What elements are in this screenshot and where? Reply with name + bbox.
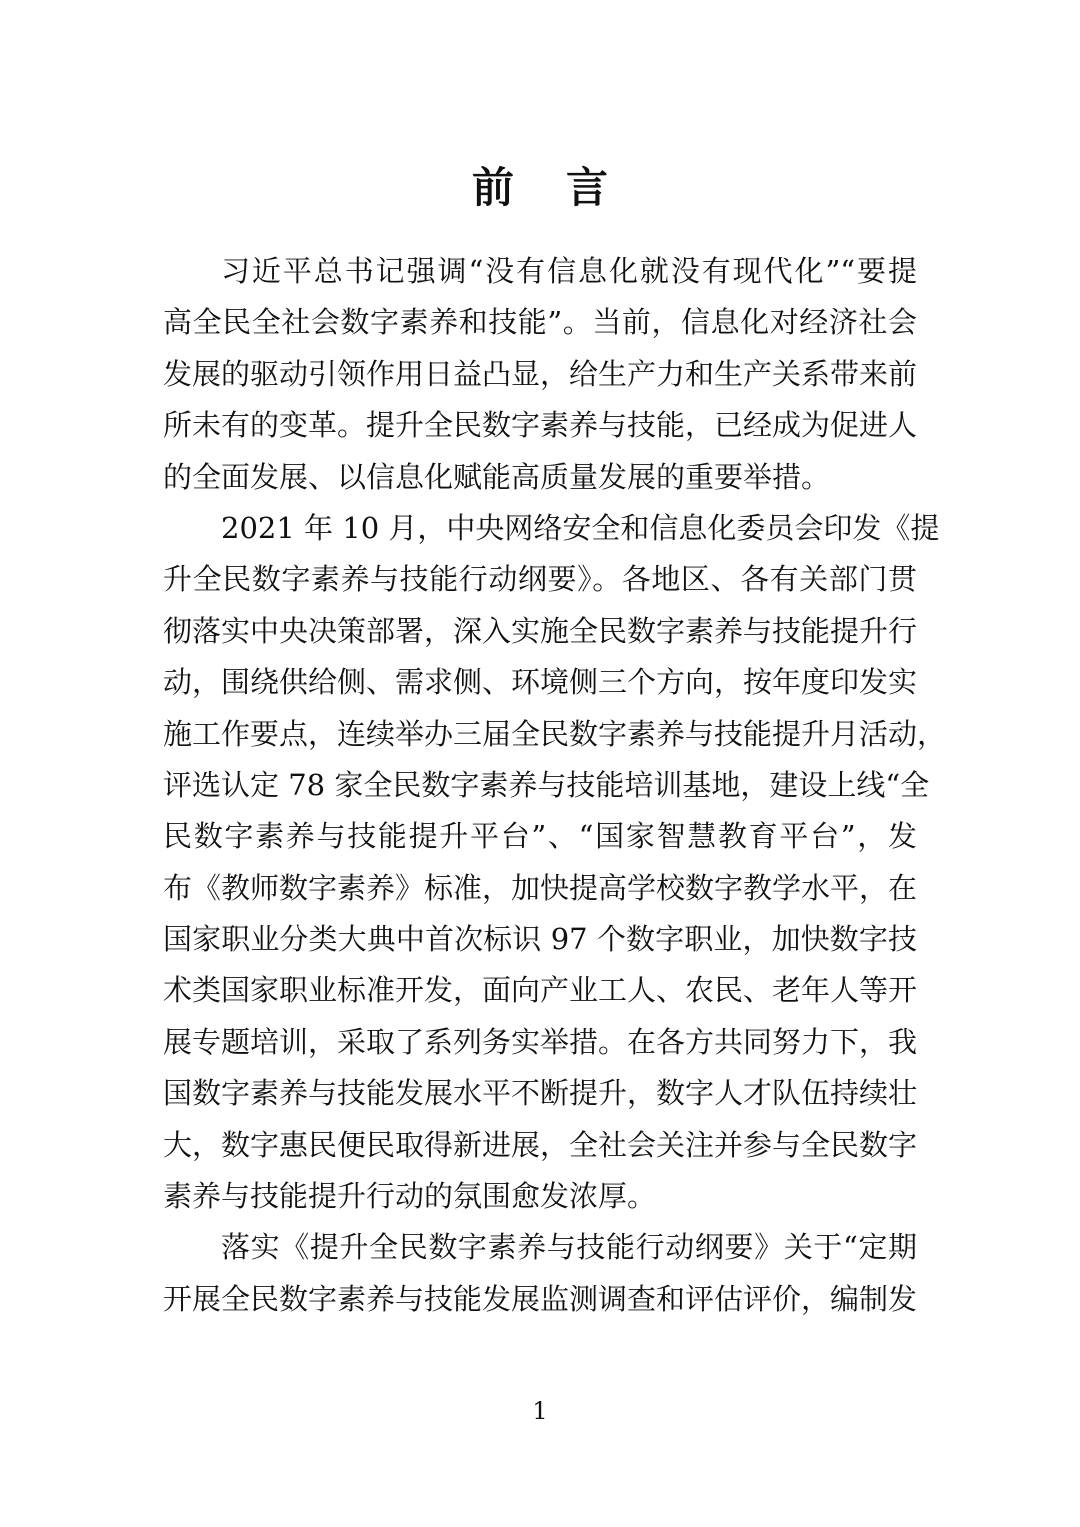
page-number: 1 <box>532 1397 548 1425</box>
page-title <box>0 160 1080 216</box>
text-line: 展专题培训，采取了系列务实举措。在各方共同努力下，我 <box>163 1024 918 1059</box>
text-line: 的全面发展、以信息化赋能高质量发展的重要举措。 <box>163 459 831 494</box>
text-line: 国家职业分类大典中首次标识 97 个数字职业，加快数字技 <box>163 922 917 957</box>
title-char-1: 前 <box>471 163 514 213</box>
text-line: 布《教师数字素养》标准，加快提高学校数字教学水平，在 <box>163 870 918 905</box>
text-line: 升全民数字素养与技能行动纲要》。各地区、各有关部门贯 <box>163 562 917 597</box>
text-line: 习近平总书记强调“没有信息化就没有现代化”“要提 <box>221 254 917 288</box>
text-line: 落实《提升全民数字素养与技能行动纲要》关于“定期 <box>221 1230 917 1265</box>
text-line: 2021 年 10 月，中央网络安全和信息化委员会印发《提 <box>221 510 940 545</box>
text-line: 彻落实中央决策部署，深入实施全民数字素养与技能提升行 <box>163 613 918 648</box>
text-line: 民数字素养与技能提升平台”、“国家智慧教育平台”，发 <box>163 819 917 854</box>
text-line: 国数字素养与技能发展水平不断提升，数字人才队伍持续壮 <box>163 1076 918 1111</box>
text-line: 所未有的变革。提升全民数字素养与技能，已经成为促进人 <box>163 408 918 443</box>
text-line: 高全民全社会数字素养和技能”。当前，信息化对经济社会 <box>163 305 917 340</box>
text-line: 术类国家职业标准开发，面向产业工人、农民、老年人等开 <box>163 973 918 1008</box>
text-line: 大，数字惠民便民取得新进展，全社会关注并参与全民数字 <box>163 1127 918 1162</box>
text-line: 素养与技能提升行动的氛围愈发浓厚。 <box>163 1179 657 1214</box>
text-line: 开展全民数字素养与技能发展监测调查和评估评价，编制发 <box>163 1281 918 1316</box>
paragraph-1 <box>163 246 917 503</box>
text-line: 动，围绕供给侧、需求侧、环境侧三个方向，按年度印发实 <box>163 665 918 700</box>
text-line: 发展的驱动引领作用日益凸显，给生产力和生产关系带来前 <box>163 356 918 391</box>
body-text <box>163 246 947 1325</box>
paragraph-2 <box>163 503 947 1222</box>
title-char-2: 言 <box>566 163 609 213</box>
paragraph-3 <box>163 1222 917 1325</box>
text-line: 评选认定 78 家全民数字素养与技能培训基地，建设上线“全 <box>163 767 930 802</box>
text-line: 施工作要点，连续举办三届全民数字素养与技能提升月活动， <box>163 716 947 751</box>
